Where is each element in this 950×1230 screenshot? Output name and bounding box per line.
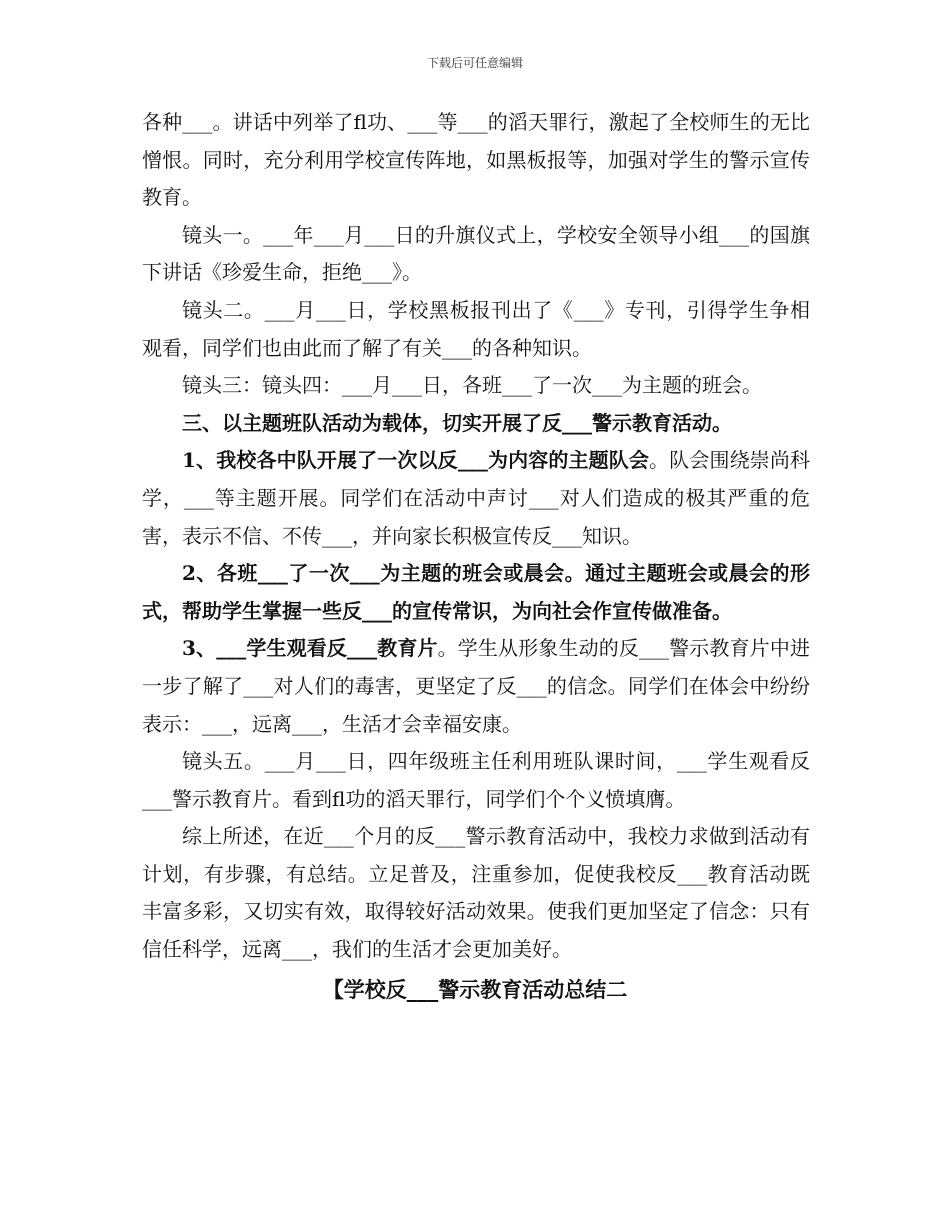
paragraph-summary: 综上所述，在近___个月的反___警示教育活动中，我校力求做到活动有计划，有步骤，有总结。立足普及，注重参加，促使我校反___教育活动既丰富多彩，又切实有效，取得较好活动效果。使我们更加坚定了信念：只有信任科学，远离___，我们的生活才会更加美好。	[142, 824, 810, 962]
item-1-lead: 1、我校各中队开展了一次以反___为内容的主题队会	[182, 448, 650, 473]
item-3-body: 。学生从形象生动的反___警示教育片中进一步了解了___对人们的毒害，更坚定了反___的信念。同学们在体会中纷纷表示：___，远离___，生活才会幸福安康。	[142, 636, 810, 736]
item-3-lead: 3、___学生观看反___教育片	[182, 636, 438, 661]
page-header-note: 下载后可任意编辑	[426, 56, 523, 70]
paragraph-3: 镜头二。___月___日，学校黑板报刊出了《___》专刊，引得学生争相观看，同学们也由此而了解了有关___的各种知识。	[142, 297, 810, 360]
item-1-body: 。队会围绕崇尚科学，___等主题开展。同学们在活动中声讨___对人们造成的极其严重的危害，表示不信、不传___，并向家长积极宣传反___知识。	[142, 448, 810, 548]
document-body	[142, 104, 810, 969]
paragraph-5: 镜头五。___月___日，四年级班主任利用班队课时间，___学生观看反___警示教育片。看到fl功的滔天罪行，同学们个个义愤填膺。	[142, 749, 810, 811]
paragraph-4: 镜头三：镜头四：___月___日，各班___了一次___为主题的班会。	[182, 373, 762, 398]
paragraph-1: 各种___。讲话中列举了fl功、___等___的滔天罪行，激起了全校师生的无比憎恨。同时，充分利用学校宣传阵地，如黑板报等，加强对学生的警示宣传教育。	[142, 110, 810, 210]
section-heading-3: 三、以主题班队活动为载体，切实开展了反___警示教育活动。	[182, 410, 732, 435]
paragraph-item-1	[142, 442, 810, 555]
section-title: 【学校反___警示教育活动总结二	[322, 977, 628, 1002]
paragraph-item-2: 2、各班___了一次___为主题的班会或晨会。通过主题班会或晨会的形式，帮助学生掌握一些反___的宣传常识，为向社会作宣传做准备。	[142, 561, 810, 623]
paragraph-2: 镜头一。___年___月___日的升旗仪式上，学校安全领导小组___的国旗下讲话《珍爱生命，拒绝___》。	[142, 222, 810, 285]
paragraph-item-3	[142, 630, 810, 743]
